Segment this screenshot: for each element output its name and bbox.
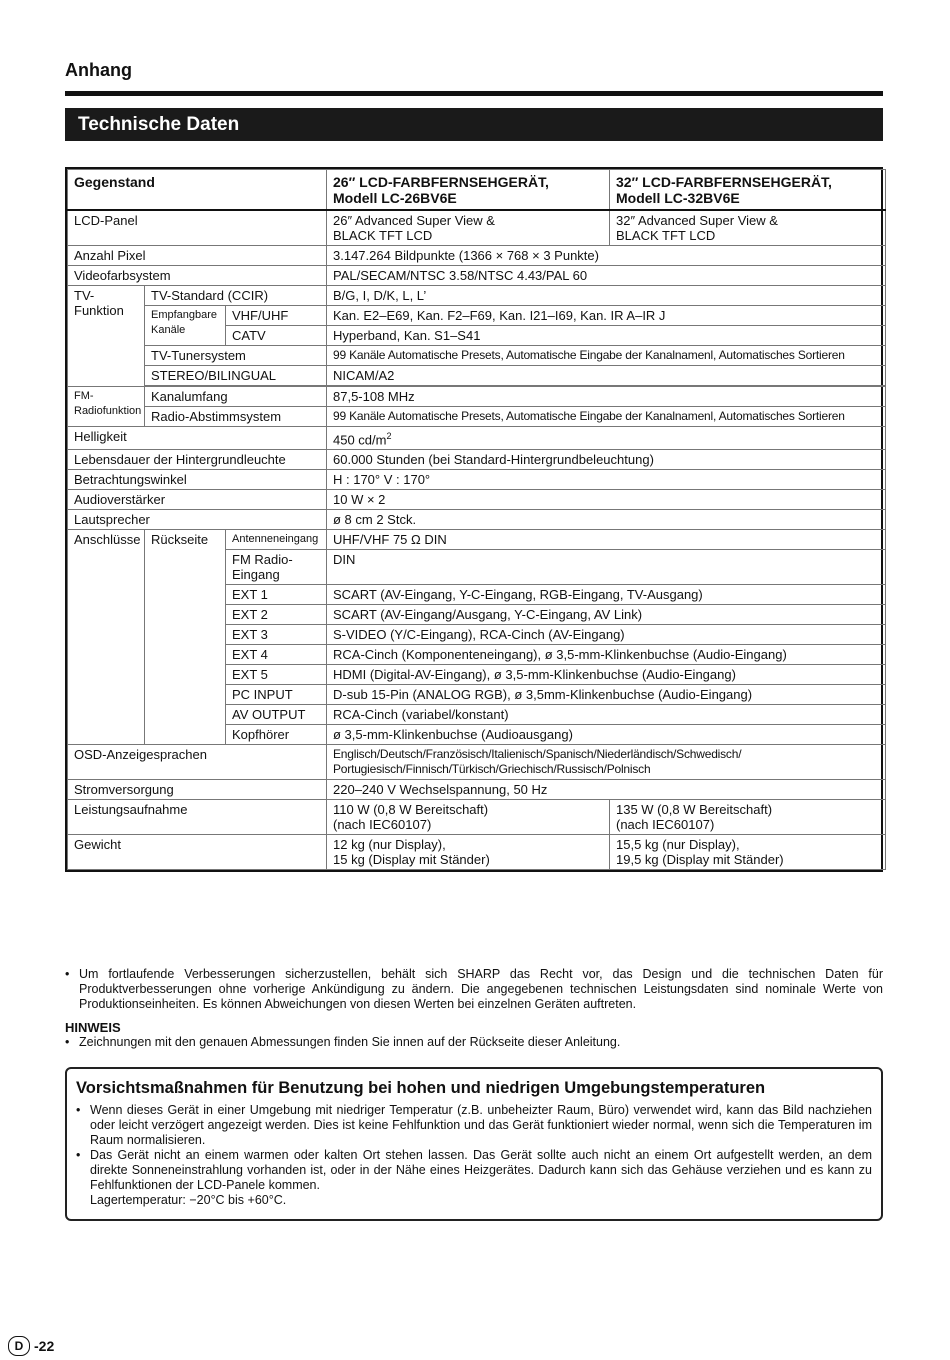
label-line: Empfangbare (151, 309, 218, 321)
caution-item (76, 1148, 872, 1208)
row-value: 99 Kanäle Automatische Presets, Automatische Eingabe der Kanalnamenl, Automatisches Sortieren (327, 407, 886, 427)
row-value: H : 170° V : 170° (327, 470, 886, 490)
language-badge: D (8, 1336, 30, 1356)
row-label: Lautsprecher (68, 510, 327, 530)
hinweis-heading: HINWEIS (65, 1020, 121, 1035)
row-value: 220–240 V Wechselspannung, 50 Hz (327, 780, 886, 800)
value-sup: 2 (386, 431, 392, 441)
label-line: Eingang (232, 567, 280, 583)
table-row (68, 780, 886, 800)
table-row (68, 346, 886, 366)
row-value: UHF/VHF 75 Ω DIN (327, 530, 886, 550)
table-row (68, 266, 886, 286)
value-line: 26″ Advanced Super View & (333, 213, 495, 228)
row-value: 10 W × 2 (327, 490, 886, 510)
row-label: Radio-Abstimmsystem (145, 407, 327, 427)
group-label-rear: Rückseite (145, 530, 226, 745)
row-value: RCA-Cinch (variabel/konstant) (327, 705, 886, 725)
bullet: • (65, 1035, 70, 1049)
storage-temperature: Lagertemperatur: −20°C bis +60°C. (90, 1193, 287, 1207)
label-line: Kanäle (151, 324, 186, 336)
row-value (327, 800, 610, 835)
value-line: BLACK TFT LCD (333, 228, 433, 243)
row-value (610, 210, 886, 246)
bullet: • (65, 967, 70, 981)
row-label: EXT 1 (226, 585, 327, 605)
bullet: • (76, 1148, 81, 1162)
group-label-fm (68, 387, 145, 427)
row-label: Betrachtungswinkel (68, 470, 327, 490)
row-value: ø 8 cm 2 Stck. (327, 510, 886, 530)
value-line: (nach IEC60107) (333, 817, 432, 833)
table-row (68, 286, 886, 306)
row-value: 87,5-108 MHz (327, 387, 886, 407)
value-line: 15,5 kg (nur Display), (616, 837, 740, 853)
header-model-32 (610, 170, 886, 211)
page-number: -22 (34, 1338, 55, 1354)
row-label: LCD-Panel (68, 210, 327, 246)
table-row (68, 246, 886, 266)
table-row (68, 427, 886, 450)
disclaimer-text: Um fortlaufende Verbesserungen sicherzustellen, behält sich SHARP das Recht vor, das Design und die technischen Daten für Produktverbesserungen ohne vorherige Ankündigung zu ändern. Die angegebenen technischen Leistungsdaten sind nominale Werte von Produktionseinheiten. Es können Abweichungen von diesen Werten bei einzelnen Geräten auftreten. (79, 967, 883, 1011)
header-rule (65, 91, 883, 96)
row-value (327, 835, 610, 870)
table-header-row (68, 170, 886, 211)
value-line: 110 W (0,8 W Bereitschaft) (333, 802, 489, 818)
table-row (68, 450, 886, 470)
row-value: SCART (AV-Eingang, Y-C-Eingang, RGB-Eingang, TV-Ausgang) (327, 585, 886, 605)
table-row (68, 800, 886, 835)
header-item: Gegenstand (68, 170, 327, 211)
row-value: Kan. E2–E69, Kan. F2–F69, Kan. I21–I69, Kan. IR A–IR J (327, 306, 886, 326)
row-label: Anzahl Pixel (68, 246, 327, 266)
table-row (68, 835, 886, 870)
row-label: Stromversorgung (68, 780, 327, 800)
row-label: Antenneneingang (226, 530, 327, 550)
row-value: 3.147.264 Bildpunkte (1366 × 768 × 3 Punkte) (327, 246, 886, 266)
group-label-connections: Anschlüsse (68, 530, 145, 745)
row-value: RCA-Cinch (Komponenteneingang), ø 3,5-mm-Klinkenbuchse (Audio-Eingang) (327, 645, 886, 665)
model-26-line2: Modell LC-26BV6E (333, 190, 457, 206)
row-value: HDMI (Digital-AV-Eingang), ø 3,5-mm-Klinkenbuchse (Audio-Eingang) (327, 665, 886, 685)
row-label: Audioverstärker (68, 490, 327, 510)
row-value: D-sub 15-Pin (ANALOG RGB), ø 3,5mm-Klinkenbuchse (Audio-Eingang) (327, 685, 886, 705)
hinweis-text: Zeichnungen mit den genauen Abmessungen finden Sie innen auf der Rückseite dieser Anleitung. (79, 1035, 621, 1049)
row-value: S-VIDEO (Y/C-Eingang), RCA-Cinch (AV-Eingang) (327, 625, 886, 645)
row-label: PC INPUT (226, 685, 327, 705)
value-line: 15 kg (Display mit Ständer) (333, 852, 490, 868)
table-row (68, 210, 886, 246)
row-value (610, 835, 886, 870)
value-line: Englisch/Deutsch/Französisch/Italienisch/Spanisch/Niederländisch/Schwedisch/ (333, 747, 742, 762)
label-line: TV- (74, 288, 95, 303)
model-26-line1: 26″ LCD-FARBFERNSEHGERÄT, (333, 174, 549, 190)
row-value: B/G, I, D/K, L, L’ (327, 286, 886, 306)
row-label: OSD-Anzeigesprachen (68, 745, 327, 780)
label-line: FM Radio- (232, 552, 293, 568)
row-value: ø 3,5-mm-Klinkenbuchse (Audioausgang) (327, 725, 886, 745)
row-label: Kanalumfang (145, 387, 327, 407)
row-label: EXT 4 (226, 645, 327, 665)
row-label: VHF/UHF (226, 306, 327, 326)
group-label-channels (145, 306, 226, 346)
header-model-26 (327, 170, 610, 211)
row-label: Kopfhörer (226, 725, 327, 745)
row-label: EXT 2 (226, 605, 327, 625)
caution-item (76, 1103, 872, 1148)
table-row (68, 470, 886, 490)
value-line: 32″ Advanced Super View & (616, 213, 778, 228)
value-line: 12 kg (nur Display), (333, 837, 446, 853)
page-footer (8, 1336, 54, 1356)
row-label: Leistungsaufnahme (68, 800, 327, 835)
row-value (610, 800, 886, 835)
row-label: AV OUTPUT (226, 705, 327, 725)
spec-table (67, 169, 886, 870)
section-label: Anhang (65, 60, 132, 80)
row-label: STEREO/BILINGUAL (145, 366, 327, 386)
group-label-tv (68, 286, 145, 387)
disclaimer-item (65, 967, 883, 1012)
model-32-line1: 32″ LCD-FARBFERNSEHGERÄT, (616, 174, 832, 190)
row-value (327, 745, 886, 780)
table-row (68, 745, 886, 780)
caution-title: Vorsichtsmaßnahmen für Benutzung bei hohen und niedrigen Umgebungstemperaturen (76, 1079, 766, 1097)
value-line: BLACK TFT LCD (616, 228, 716, 243)
row-label (226, 550, 327, 585)
row-value: SCART (AV-Eingang/Ausgang, Y-C-Eingang, AV Link) (327, 605, 886, 625)
row-label: TV-Tunersystem (145, 346, 327, 366)
value-line: 19,5 kg (Display mit Ständer) (616, 852, 784, 868)
row-label: Helligkeit (68, 427, 327, 450)
spec-table-frame (65, 167, 883, 872)
caution-text-body: Das Gerät nicht an einem warmen oder kalten Ort stehen lassen. Das Gerät sollte auch nicht an einem Ort aufgestellt werden, an dem direkte Sonneneinstrahlung vorhanden ist, oder in der Nähe eines Heizgerätes. Dadurch kann sich das Gehäuse verziehen und es kann zu Fehlfunktionen der LCD-Panele kommen. (90, 1148, 872, 1192)
row-value: Hyperband, Kan. S1–S41 (327, 326, 886, 346)
row-label: Lebensdauer der Hintergrundleuchte (68, 450, 327, 470)
row-value: PAL/SECAM/NTSC 3.58/NTSC 4.43/PAL 60 (327, 266, 886, 286)
value-line: Portugiesisch/Finnisch/Türkisch/Griechisch/Russisch/Polnisch (333, 762, 651, 777)
label-line: Radiofunktion (74, 405, 142, 417)
row-label: TV-Standard (CCIR) (145, 286, 327, 306)
bullet: • (76, 1103, 81, 1117)
value-line: (nach IEC60107) (616, 817, 715, 833)
value-line: 135 W (0,8 W Bereitschaft) (616, 802, 773, 818)
table-row (68, 530, 886, 550)
row-value: 60.000 Stunden (bei Standard-Hintergrundbeleuchtung) (327, 450, 886, 470)
value-text: 450 cd/m (333, 432, 387, 448)
model-32-line2: Modell LC-32BV6E (616, 190, 740, 206)
table-row (68, 510, 886, 530)
row-value: 99 Kanäle Automatische Presets, Automatische Eingabe der Kanalnamenl, Automatisches Sortieren (327, 346, 886, 366)
row-label: EXT 3 (226, 625, 327, 645)
row-label: EXT 5 (226, 665, 327, 685)
row-value (327, 427, 886, 450)
label-line: FM- (74, 390, 94, 402)
table-row (68, 407, 886, 427)
notes-section (65, 967, 883, 1050)
page-title: Technische Daten (65, 108, 883, 141)
row-value: NICAM/A2 (327, 366, 886, 386)
caution-text: Wenn dieses Gerät in einer Umgebung mit niedriger Temperatur (z.B. unbeheizter Raum, Büro) verwendet wird, kann das Bild nachziehen oder leicht verzögert angezeigt werden. Dies ist keine Fehlfunktion und das Gerät funktioniert wieder normal, wenn sich die Temperaturen im Raum normalisieren. (90, 1103, 872, 1147)
row-label: Gewicht (68, 835, 327, 870)
caution-text (90, 1148, 872, 1208)
row-value (327, 210, 610, 246)
table-row (68, 387, 886, 407)
table-row (68, 490, 886, 510)
row-label: Videofarbsystem (68, 266, 327, 286)
label-line: Funktion (74, 303, 124, 318)
row-value: DIN (327, 550, 886, 585)
caution-box (65, 1067, 883, 1221)
table-row (68, 306, 886, 326)
hinweis-item (65, 1035, 883, 1050)
table-row (68, 366, 886, 386)
row-label: CATV (226, 326, 327, 346)
